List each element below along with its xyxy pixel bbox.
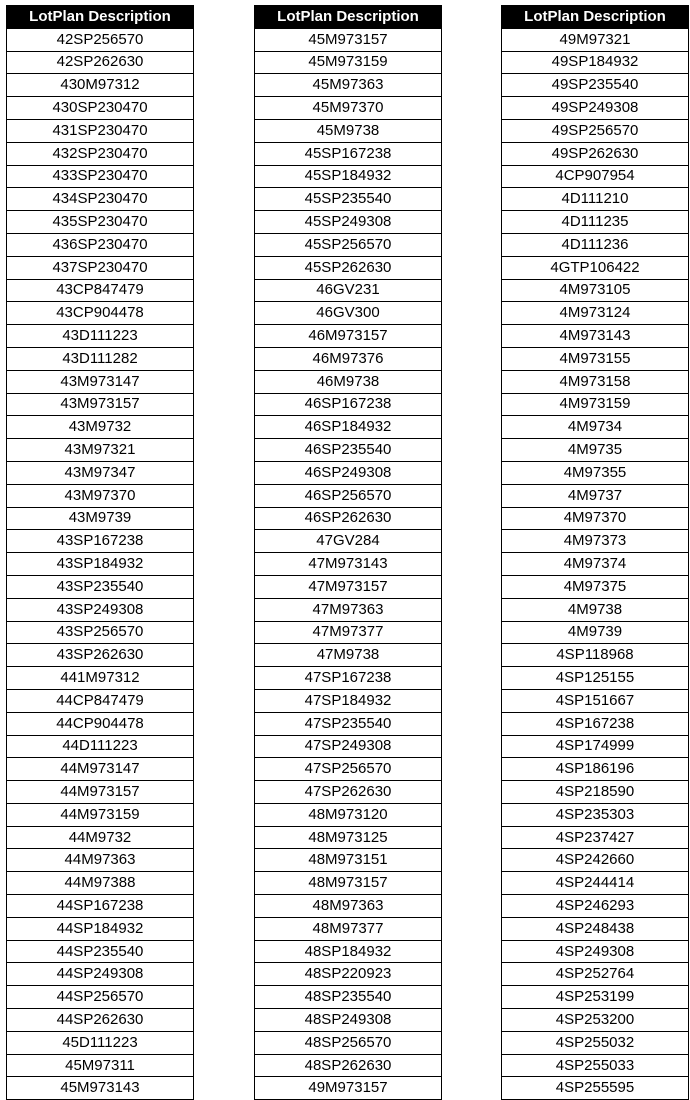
lotplan-table-3 xyxy=(501,5,689,1100)
lotplan-cell: 4M973159 xyxy=(502,393,689,416)
lotplan-cell: 44D111223 xyxy=(7,735,194,758)
lotplan-cell: 45M97363 xyxy=(255,74,442,97)
lotplan-cell: 4SP248438 xyxy=(502,917,689,940)
lotplan-cell: 4D111235 xyxy=(502,211,689,234)
table-row xyxy=(255,165,442,188)
table-row xyxy=(7,1077,194,1100)
table-body xyxy=(255,28,442,1099)
table-row xyxy=(7,598,194,621)
lotplan-cell: 4M973124 xyxy=(502,302,689,325)
lotplan-cell: 46SP249308 xyxy=(255,461,442,484)
table-row xyxy=(7,1009,194,1032)
table-row xyxy=(255,895,442,918)
lotplan-cell: 46SP256570 xyxy=(255,484,442,507)
table-row xyxy=(502,51,689,74)
table-body xyxy=(502,28,689,1099)
lotplan-cell: 43SP184932 xyxy=(7,553,194,576)
lotplan-cell: 4M9737 xyxy=(502,484,689,507)
table-row xyxy=(255,1077,442,1100)
table-row xyxy=(7,1031,194,1054)
table-row xyxy=(502,1077,689,1100)
lotplan-cell: 45D111223 xyxy=(7,1031,194,1054)
table-row xyxy=(7,689,194,712)
table-row xyxy=(255,439,442,462)
table-row xyxy=(255,530,442,553)
table-row xyxy=(502,119,689,142)
table-row xyxy=(502,347,689,370)
table-row xyxy=(502,165,689,188)
table-row xyxy=(7,484,194,507)
table-row xyxy=(7,165,194,188)
table-row xyxy=(7,826,194,849)
lotplan-cell: 47SP262630 xyxy=(255,781,442,804)
lotplan-cell: 47M97377 xyxy=(255,621,442,644)
lotplan-cell: 434SP230470 xyxy=(7,188,194,211)
lotplan-cell: 43M973147 xyxy=(7,370,194,393)
table-row xyxy=(502,74,689,97)
table-row xyxy=(7,849,194,872)
lotplan-cell: 43SP256570 xyxy=(7,621,194,644)
lotplan-cell: 44CP847479 xyxy=(7,689,194,712)
lotplan-cell: 44M9732 xyxy=(7,826,194,849)
lotplan-cell: 48M973120 xyxy=(255,803,442,826)
lotplan-cell: 4SP255032 xyxy=(502,1031,689,1054)
table-row xyxy=(255,940,442,963)
lotplan-cell: 4SP244414 xyxy=(502,872,689,895)
lotplan-cell: 48SP262630 xyxy=(255,1054,442,1077)
table-row xyxy=(255,302,442,325)
lotplan-cell: 45SP256570 xyxy=(255,233,442,256)
lotplan-cell: 4SP167238 xyxy=(502,712,689,735)
table-row xyxy=(7,986,194,1009)
lotplan-cell: 4M97374 xyxy=(502,553,689,576)
table-row xyxy=(255,735,442,758)
lotplan-cell: 45SP235540 xyxy=(255,188,442,211)
lotplan-cell: 46GV300 xyxy=(255,302,442,325)
table-row xyxy=(502,28,689,51)
lotplan-cell: 42SP262630 xyxy=(7,51,194,74)
lotplan-cell: 43M97347 xyxy=(7,461,194,484)
table-row xyxy=(7,963,194,986)
lotplan-cell: 4SP235303 xyxy=(502,803,689,826)
lotplan-cell: 44M973147 xyxy=(7,758,194,781)
header-row xyxy=(255,6,442,29)
table-row xyxy=(255,256,442,279)
table-row xyxy=(255,119,442,142)
table-row xyxy=(502,826,689,849)
lotplan-cell: 49SP262630 xyxy=(502,142,689,165)
lotplan-cell: 46M9738 xyxy=(255,370,442,393)
lotplan-cell: 45M973159 xyxy=(255,51,442,74)
table-row xyxy=(502,256,689,279)
table-row xyxy=(7,347,194,370)
lotplan-cell: 46SP167238 xyxy=(255,393,442,416)
table-row xyxy=(255,644,442,667)
lotplan-cell: 431SP230470 xyxy=(7,119,194,142)
lotplan-cell: 44M973159 xyxy=(7,803,194,826)
lotplan-cell: 45M97370 xyxy=(255,97,442,120)
table-row xyxy=(502,233,689,256)
table-row xyxy=(7,393,194,416)
lotplan-cell: 45M97311 xyxy=(7,1054,194,1077)
table-row xyxy=(7,188,194,211)
table-row xyxy=(502,849,689,872)
table-row xyxy=(255,416,442,439)
lotplan-cell: 4D111236 xyxy=(502,233,689,256)
lotplan-cell: 4SP218590 xyxy=(502,781,689,804)
table-row xyxy=(502,507,689,530)
table-row xyxy=(255,1031,442,1054)
lotplan-cell: 46SP184932 xyxy=(255,416,442,439)
lotplan-cell: 48M973125 xyxy=(255,826,442,849)
table-row xyxy=(255,393,442,416)
lotplan-cell: 48M97363 xyxy=(255,895,442,918)
lotplan-cell: 430SP230470 xyxy=(7,97,194,120)
lotplan-cell: 48M973151 xyxy=(255,849,442,872)
table-row xyxy=(502,302,689,325)
lotplan-cell: 433SP230470 xyxy=(7,165,194,188)
lotplan-cell: 4M97355 xyxy=(502,461,689,484)
table-row xyxy=(7,233,194,256)
lotplan-cell: 46SP235540 xyxy=(255,439,442,462)
lotplan-cell: 47SP184932 xyxy=(255,689,442,712)
lotplan-cell: 4SP255595 xyxy=(502,1077,689,1100)
lotplan-cell: 44M97388 xyxy=(7,872,194,895)
table-row xyxy=(7,803,194,826)
table-row xyxy=(255,279,442,302)
table-row xyxy=(7,644,194,667)
lotplan-cell: 43SP262630 xyxy=(7,644,194,667)
table-row xyxy=(255,1054,442,1077)
table-row xyxy=(255,461,442,484)
lotplan-cell: 441M97312 xyxy=(7,667,194,690)
table-row xyxy=(502,872,689,895)
lotplan-cell: 42SP256570 xyxy=(7,28,194,51)
lotplan-cell: 47M973143 xyxy=(255,553,442,576)
lotplan-cell: 47SP235540 xyxy=(255,712,442,735)
table-row xyxy=(7,735,194,758)
table-row xyxy=(255,667,442,690)
lotplan-cell: 45M9738 xyxy=(255,119,442,142)
lotplan-cell: 4M9738 xyxy=(502,598,689,621)
lotplan-cell: 4SP252764 xyxy=(502,963,689,986)
table-row xyxy=(502,986,689,1009)
table-row xyxy=(502,188,689,211)
table-row xyxy=(255,233,442,256)
table-row xyxy=(7,872,194,895)
table-row xyxy=(7,461,194,484)
lotplan-cell: 47M97363 xyxy=(255,598,442,621)
table-row xyxy=(502,211,689,234)
table-row xyxy=(255,507,442,530)
table-row xyxy=(502,484,689,507)
lotplan-cell: 44SP256570 xyxy=(7,986,194,1009)
lotplan-cell: 49SP235540 xyxy=(502,74,689,97)
lotplan-cell: 44SP167238 xyxy=(7,895,194,918)
table-row xyxy=(255,712,442,735)
lotplan-table-1 xyxy=(6,5,194,1100)
lotplan-cell: 43SP235540 xyxy=(7,575,194,598)
lotplan-cell: 46SP262630 xyxy=(255,507,442,530)
table-row xyxy=(7,302,194,325)
table-row xyxy=(502,575,689,598)
lotplan-cell: 436SP230470 xyxy=(7,233,194,256)
table-row xyxy=(255,917,442,940)
table-row xyxy=(502,689,689,712)
table-body xyxy=(7,28,194,1099)
table-row xyxy=(255,370,442,393)
lotplan-cell: 46M973157 xyxy=(255,325,442,348)
table-row xyxy=(7,97,194,120)
lotplan-cell: 43M97370 xyxy=(7,484,194,507)
column-header: LotPlan Description xyxy=(7,6,194,29)
table-row xyxy=(7,119,194,142)
table-row xyxy=(502,142,689,165)
table-row xyxy=(7,781,194,804)
table-row xyxy=(7,530,194,553)
table-row xyxy=(7,416,194,439)
table-row xyxy=(7,1054,194,1077)
lotplan-cell: 44SP249308 xyxy=(7,963,194,986)
lotplan-cell: 44M97363 xyxy=(7,849,194,872)
table-row xyxy=(7,895,194,918)
table-row xyxy=(502,1009,689,1032)
table-row xyxy=(255,963,442,986)
table-row xyxy=(255,188,442,211)
table-row xyxy=(7,507,194,530)
lotplan-cell: 43M9732 xyxy=(7,416,194,439)
lotplan-cell: 4SP253200 xyxy=(502,1009,689,1032)
lotplan-cell: 4SP255033 xyxy=(502,1054,689,1077)
lotplan-cell: 48SP256570 xyxy=(255,1031,442,1054)
lotplan-cell: 43SP249308 xyxy=(7,598,194,621)
table-row xyxy=(255,781,442,804)
lotplan-cell: 4M973143 xyxy=(502,325,689,348)
lotplan-cell: 4SP151667 xyxy=(502,689,689,712)
lotplan-cell: 46M97376 xyxy=(255,347,442,370)
lotplan-cell: 435SP230470 xyxy=(7,211,194,234)
lotplan-cell: 43D111282 xyxy=(7,347,194,370)
table-row xyxy=(7,758,194,781)
lotplan-cell: 43SP167238 xyxy=(7,530,194,553)
lotplan-cell: 48M973157 xyxy=(255,872,442,895)
table-row xyxy=(255,1009,442,1032)
header-row xyxy=(502,6,689,29)
column-header: LotPlan Description xyxy=(255,6,442,29)
lotplan-cell: 43CP904478 xyxy=(7,302,194,325)
table-row xyxy=(7,325,194,348)
lotplan-cell: 43M9739 xyxy=(7,507,194,530)
lotplan-cell: 4SP246293 xyxy=(502,895,689,918)
table-row xyxy=(7,621,194,644)
table-row xyxy=(255,598,442,621)
lotplan-cell: 45SP184932 xyxy=(255,165,442,188)
lotplan-cell: 4SP249308 xyxy=(502,940,689,963)
table-row xyxy=(255,142,442,165)
lotplan-cell: 44SP184932 xyxy=(7,917,194,940)
lotplan-cell: 47M9738 xyxy=(255,644,442,667)
table-row xyxy=(255,51,442,74)
table-row xyxy=(7,917,194,940)
table-row xyxy=(255,803,442,826)
lotplan-cell: 4SP237427 xyxy=(502,826,689,849)
lotplan-cell: 48SP249308 xyxy=(255,1009,442,1032)
lotplan-cell: 46GV231 xyxy=(255,279,442,302)
table-row xyxy=(7,553,194,576)
table-row xyxy=(502,667,689,690)
lotplan-cell: 4M9734 xyxy=(502,416,689,439)
table-row xyxy=(7,256,194,279)
lotplan-cell: 48SP184932 xyxy=(255,940,442,963)
lotplan-cell: 49M97321 xyxy=(502,28,689,51)
table-row xyxy=(7,712,194,735)
lotplan-cell: 4M97375 xyxy=(502,575,689,598)
table-row xyxy=(502,370,689,393)
table-row xyxy=(255,74,442,97)
lotplan-cell: 4M973158 xyxy=(502,370,689,393)
table-row xyxy=(502,781,689,804)
lotplan-cell: 432SP230470 xyxy=(7,142,194,165)
lotplan-cell: 43D111223 xyxy=(7,325,194,348)
table-row xyxy=(7,667,194,690)
lotplan-cell: 45SP262630 xyxy=(255,256,442,279)
table-row xyxy=(502,917,689,940)
table-row xyxy=(7,142,194,165)
lotplan-cell: 47SP167238 xyxy=(255,667,442,690)
table-row xyxy=(502,803,689,826)
table-row xyxy=(7,74,194,97)
table-row xyxy=(255,28,442,51)
table-row xyxy=(255,211,442,234)
table-row xyxy=(255,347,442,370)
table-row xyxy=(502,439,689,462)
table-row xyxy=(255,849,442,872)
table-row xyxy=(7,370,194,393)
table-row xyxy=(255,826,442,849)
table-row xyxy=(7,439,194,462)
lotplan-cell: 43CP847479 xyxy=(7,279,194,302)
lotplan-cell: 45M973157 xyxy=(255,28,442,51)
table-row xyxy=(502,758,689,781)
lotplan-cell: 48SP220923 xyxy=(255,963,442,986)
lotplan-cell: 4M973155 xyxy=(502,347,689,370)
header-row xyxy=(7,6,194,29)
table-row xyxy=(7,211,194,234)
table-row xyxy=(502,1031,689,1054)
table-row xyxy=(255,689,442,712)
table-row xyxy=(255,575,442,598)
table-row xyxy=(502,530,689,553)
lotplan-cell: 4SP253199 xyxy=(502,986,689,1009)
table-row xyxy=(502,393,689,416)
table-row xyxy=(502,461,689,484)
table-row xyxy=(502,553,689,576)
lotplan-cell: 4D111210 xyxy=(502,188,689,211)
lotplan-cell: 4M9739 xyxy=(502,621,689,644)
table-row xyxy=(502,97,689,120)
lotplan-cell: 4M97373 xyxy=(502,530,689,553)
lotplan-cell: 44CP904478 xyxy=(7,712,194,735)
table-row xyxy=(502,735,689,758)
lotplan-cell: 4M9735 xyxy=(502,439,689,462)
table-row xyxy=(502,963,689,986)
table-row xyxy=(502,644,689,667)
table-row xyxy=(502,598,689,621)
lotplan-cell: 47SP249308 xyxy=(255,735,442,758)
lotplan-cell: 4M973105 xyxy=(502,279,689,302)
lotplan-cell: 4GTP106422 xyxy=(502,256,689,279)
table-row xyxy=(7,940,194,963)
lotplan-cell: 43M973157 xyxy=(7,393,194,416)
table-row xyxy=(255,484,442,507)
table-row xyxy=(502,1054,689,1077)
lotplan-cell: 44M973157 xyxy=(7,781,194,804)
lotplan-cell: 4SP118968 xyxy=(502,644,689,667)
lotplan-cell: 49SP184932 xyxy=(502,51,689,74)
table-row xyxy=(7,575,194,598)
lotplan-cell: 44SP235540 xyxy=(7,940,194,963)
lotplan-cell: 45SP249308 xyxy=(255,211,442,234)
lotplan-table-2 xyxy=(254,5,442,1100)
table-row xyxy=(502,895,689,918)
table-row xyxy=(255,97,442,120)
lotplan-cell: 48SP235540 xyxy=(255,986,442,1009)
table-row xyxy=(255,758,442,781)
lotplan-cell: 47GV284 xyxy=(255,530,442,553)
table-row xyxy=(7,279,194,302)
table-row xyxy=(502,279,689,302)
column-header: LotPlan Description xyxy=(502,6,689,29)
table-row xyxy=(255,325,442,348)
lotplan-cell: 4SP174999 xyxy=(502,735,689,758)
lotplan-cell: 49M973157 xyxy=(255,1077,442,1100)
lotplan-cell: 4SP186196 xyxy=(502,758,689,781)
lotplan-cell: 44SP262630 xyxy=(7,1009,194,1032)
lotplan-cell: 43M97321 xyxy=(7,439,194,462)
lotplan-cell: 48M97377 xyxy=(255,917,442,940)
table-row xyxy=(255,621,442,644)
table-row xyxy=(7,28,194,51)
lotplan-cell: 47M973157 xyxy=(255,575,442,598)
lotplan-cell: 4SP125155 xyxy=(502,667,689,690)
lotplan-cell: 4CP907954 xyxy=(502,165,689,188)
table-row xyxy=(502,621,689,644)
lotplan-cell: 4SP242660 xyxy=(502,849,689,872)
table-row xyxy=(255,553,442,576)
table-row xyxy=(502,325,689,348)
lotplan-cell: 45M973143 xyxy=(7,1077,194,1100)
lotplan-cell: 430M97312 xyxy=(7,74,194,97)
table-row xyxy=(502,940,689,963)
table-row xyxy=(255,872,442,895)
table-row xyxy=(502,712,689,735)
table-row xyxy=(502,416,689,439)
lotplan-cell: 49SP249308 xyxy=(502,97,689,120)
table-row xyxy=(7,51,194,74)
lotplan-cell: 4M97370 xyxy=(502,507,689,530)
lotplan-cell: 47SP256570 xyxy=(255,758,442,781)
table-row xyxy=(255,986,442,1009)
lotplan-cell: 49SP256570 xyxy=(502,119,689,142)
lotplan-cell: 45SP167238 xyxy=(255,142,442,165)
lotplan-cell: 437SP230470 xyxy=(7,256,194,279)
